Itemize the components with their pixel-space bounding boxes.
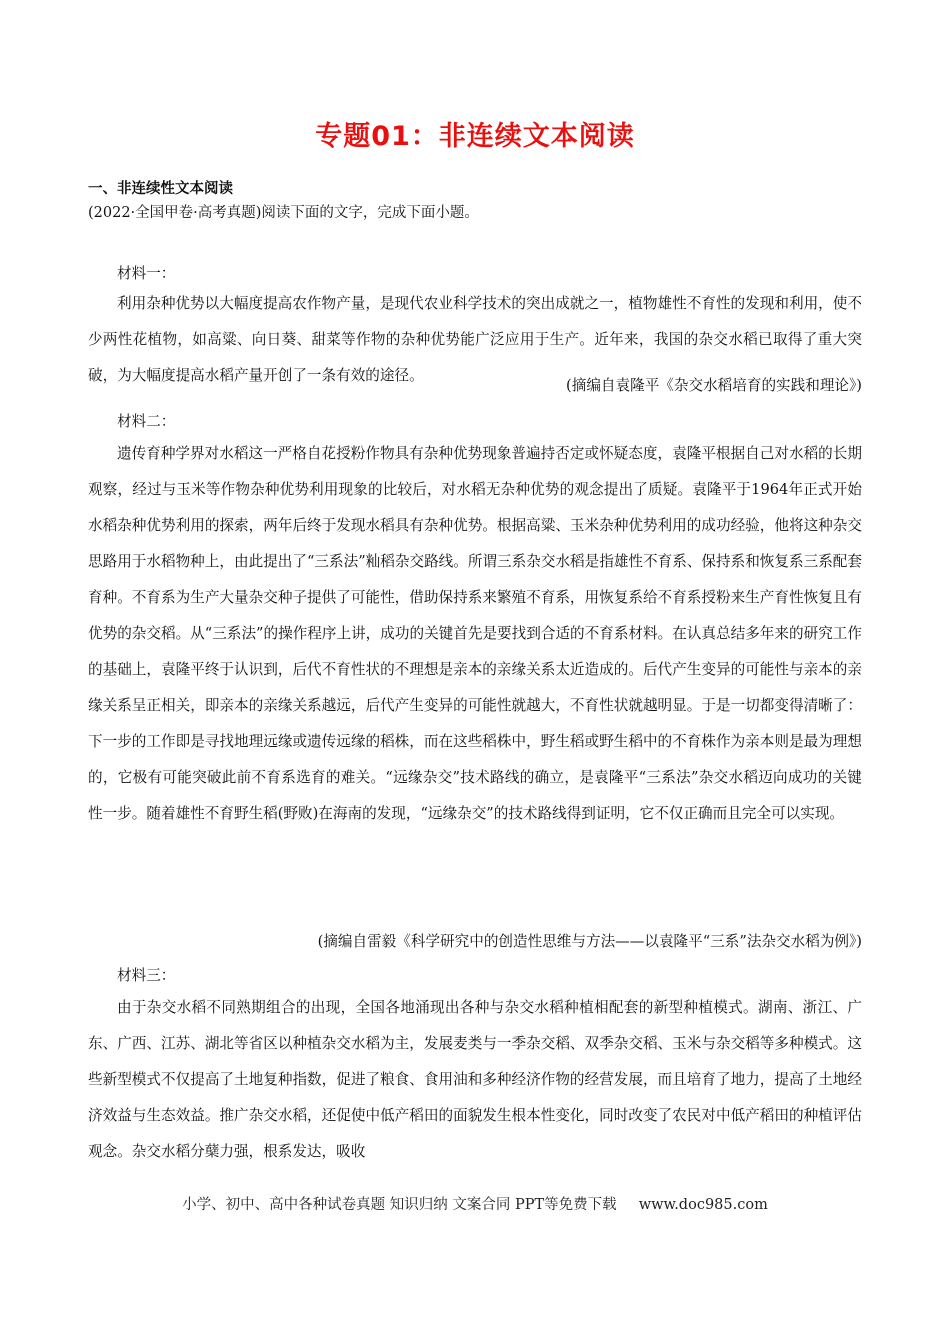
material1-citation: (摘编自袁隆平《杂交水稻培育的实践和理论》) — [566, 377, 862, 394]
material3-label: 材料三： — [117, 967, 176, 984]
material3-paragraph: 由于杂交水稻不同熟期组合的出现，全国各地涌现出各种与杂交水稻种植相配套的新型种植模式。湖南、浙江、广东、广西、江苏、湖北等省区以种植杂交水稻为主，发展麦类与一季杂交稻、双季杂交稻、玉米与杂交稻等多种模式。这些新型模式不仅提高了土地复种指数，促进了粮食、食用油和多种经济作物的经营发展，而且培育了地力，提高了土地经济效益与生态效益。推广杂交水稻，还促使中低产稻田的面貌发生根本性变化，同时改变了农民对中低产稻田的种植评估观念。杂交水稻分蘖力强，根系发达，吸收 — [88, 999, 862, 1160]
page-title: 专题01：非连续文本阅读 — [315, 121, 635, 152]
material2-label: 材料二： — [117, 413, 176, 430]
page-footer — [0, 1193, 950, 1214]
material2-paragraph: 遗传育种学界对水稻这一严格自花授粉作物具有杂种优势现象普遍持否定或怀疑态度，袁隆平根据自己对水稻的长期观察，经过与玉米等作物杂种优势利用现象的比较后，对水稻无杂种优势的观念提出了质疑。袁隆平于1964年正式开始水稻杂种优势利用的探索，两年后终于发现水稻具有杂种优势。根据高粱、玉米杂种优势利用的成功经验，他将这种杂交思路用于水稻物种上，由此提出了“三系法”籼稻杂交路线。所谓三系杂交水稻是指雄性不育系、保持系和恢复系三系配套育种。不育系为生产大量杂交种子提供了可能性，借助保持系来繁殖不育系，用恢复系给不育系授粉来生产育性恢复且有优势的杂交稻。从“三系法”的操作程序上讲，成功的关键首先是要找到合适的不育系材料。在认真总结多年来的研究工作的基础上，袁隆平终于认识到，后代不育性状的不理想是亲本的亲缘关系太近造成的。后代产生变异的可能性与亲本的亲缘关系呈正相关，即亲本的亲缘关系越远，后代产生变异的可能性就越大，不育性状就越明显。于是一切都变得清晰了：下一步的工作即是寻找地理远缘或遗传远缘的稻株，而在这些稻株中，野生稻或野生稻中的不育株作为亲本则是最为理想的，它极有可能突破此前不育系选育的难关。“远缘杂交”技术路线的确立，是袁隆平“三系法”杂交水稻迈向成功的关键性一步。随着雄性不育野生稻(野败)在海南的发现，“远缘杂交”的技术路线得到证明，它不仅正确而且完全可以实现。 — [88, 445, 862, 822]
material2-citation: (摘编自雷毅《科学研究中的创造性思维与方法——以袁隆平“三系”法杂交水稻为例》) — [317, 933, 862, 950]
footer-text: 小学、初中、高中各种试卷真题 知识归纳 文案合同 PPT等免费下载 — [182, 1197, 617, 1213]
section-heading: 一、非连续性文本阅读 — [88, 181, 233, 197]
question-source: (2022·全国甲卷·高考真题)阅读下面的文字，完成下面小题。 — [88, 205, 479, 221]
footer-url-link[interactable]: www.doc985.com — [638, 1197, 768, 1213]
material1-paragraph: 利用杂种优势以大幅度提高农作物产量，是现代农业科学技术的突出成就之一，植物雄性不育性的发现和利用，使不少两性花植物，如高粱、向日葵、甜菜等作物的杂种优势能广泛应用于生产。近年来，我国的杂交水稻已取得了重大突破，为大幅度提高水稻产量开创了一条有效的途径。 — [88, 295, 862, 384]
material1-label: 材料一： — [117, 265, 176, 282]
